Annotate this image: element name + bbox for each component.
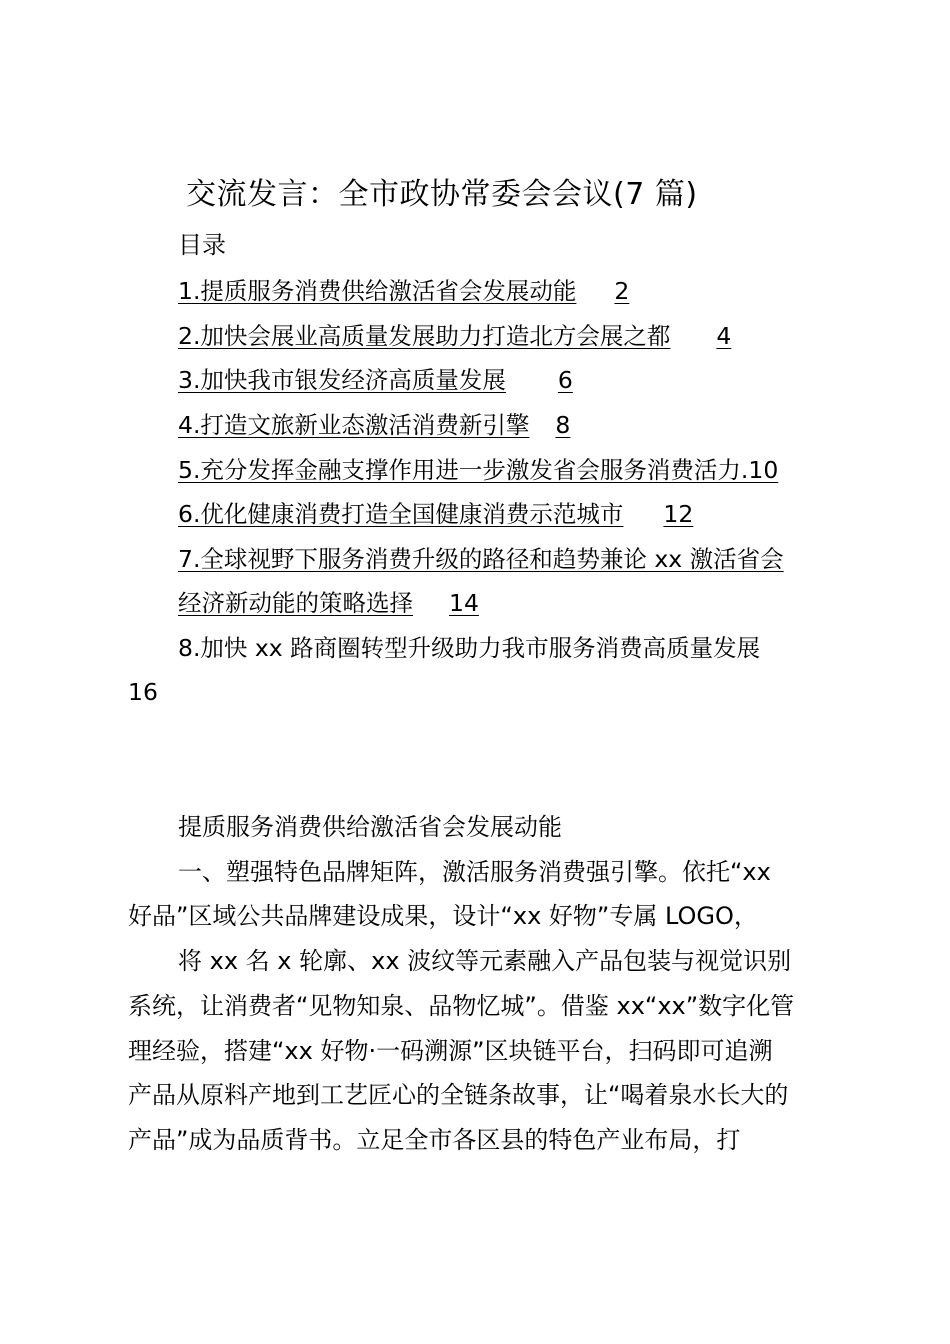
toc-label: 目录 xyxy=(178,231,226,259)
toc-item-3[interactable] xyxy=(178,364,573,396)
body-line: 系统，让消费者“见物知泉、品物忆城”。借鉴 xx“xx”数字化管 xyxy=(128,992,795,1020)
toc-item-4[interactable] xyxy=(178,409,570,441)
toc-page-number: 6 xyxy=(557,366,573,394)
toc-item-text: 7.全球视野下服务消费升级的路径和趋势兼论 xx 激活省会 xyxy=(178,545,784,573)
section-heading: 提质服务消费供给激活省会发展动能 xyxy=(178,813,562,841)
toc-item-text: 5.充分发挥金融支撑作用进一步激发省会服务消费活力.10 xyxy=(178,456,779,484)
toc-item-7-continued[interactable] xyxy=(178,587,479,619)
toc-item-text: 8.加快 xx 路商圈转型升级助力我市服务消费高质量发展 xyxy=(178,634,761,662)
toc-item-8-page: 16 xyxy=(128,678,158,706)
toc-item-text: 3.加快我市银发经济高质量发展 xyxy=(178,366,506,394)
toc-item-8[interactable] xyxy=(178,632,760,664)
toc-item-6[interactable] xyxy=(178,498,693,530)
toc-item-text: 4.打造文旅新业态激活消费新引擎 xyxy=(178,411,530,439)
body-line: 将 xx 名 x 轮廓、xx 波纹等元素融入产品包装与视觉识别 xyxy=(178,947,792,975)
toc-page-number: 4 xyxy=(716,322,732,350)
toc-page-number: 2 xyxy=(614,277,630,305)
body-line: 一、塑强特色品牌矩阵，激活服务消费强引擎。依托“xx xyxy=(178,858,771,886)
toc-item-5[interactable] xyxy=(178,454,778,486)
toc-item-2[interactable] xyxy=(178,320,731,352)
toc-item-text: 经济新动能的策略选择 xyxy=(178,589,413,617)
toc-page-number: 14 xyxy=(449,589,479,617)
toc-item-text: 1.提质服务消费供给激活省会发展动能 xyxy=(178,277,577,305)
document-title: 交流发言：全市政协常委会会议(7 篇) xyxy=(186,177,698,212)
toc-item-text: 6.优化健康消费打造全国健康消费示范城市 xyxy=(178,500,624,528)
body-line: 好品”区域公共品牌建设成果，设计“xx 好物”专属 LOGO， xyxy=(128,902,758,930)
toc-item-7[interactable] xyxy=(178,543,784,575)
toc-item-text: 2.加快会展业高质量发展助力打造北方会展之都 xyxy=(178,322,671,350)
toc-item-1[interactable] xyxy=(178,275,629,307)
body-line: 产品”成为品质背书。立足全市各区县的特色产业布局，打 xyxy=(128,1126,741,1154)
body-line: 产品从原料产地到工艺匠心的全链条故事，让“喝着泉水长大的 xyxy=(128,1081,789,1109)
toc-page-number: 12 xyxy=(663,500,694,528)
body-line: 理经验，搭建“xx 好物·一码溯源”区块链平台，扫码即可追溯 xyxy=(128,1037,773,1065)
toc-page-number: 8 xyxy=(555,411,571,439)
